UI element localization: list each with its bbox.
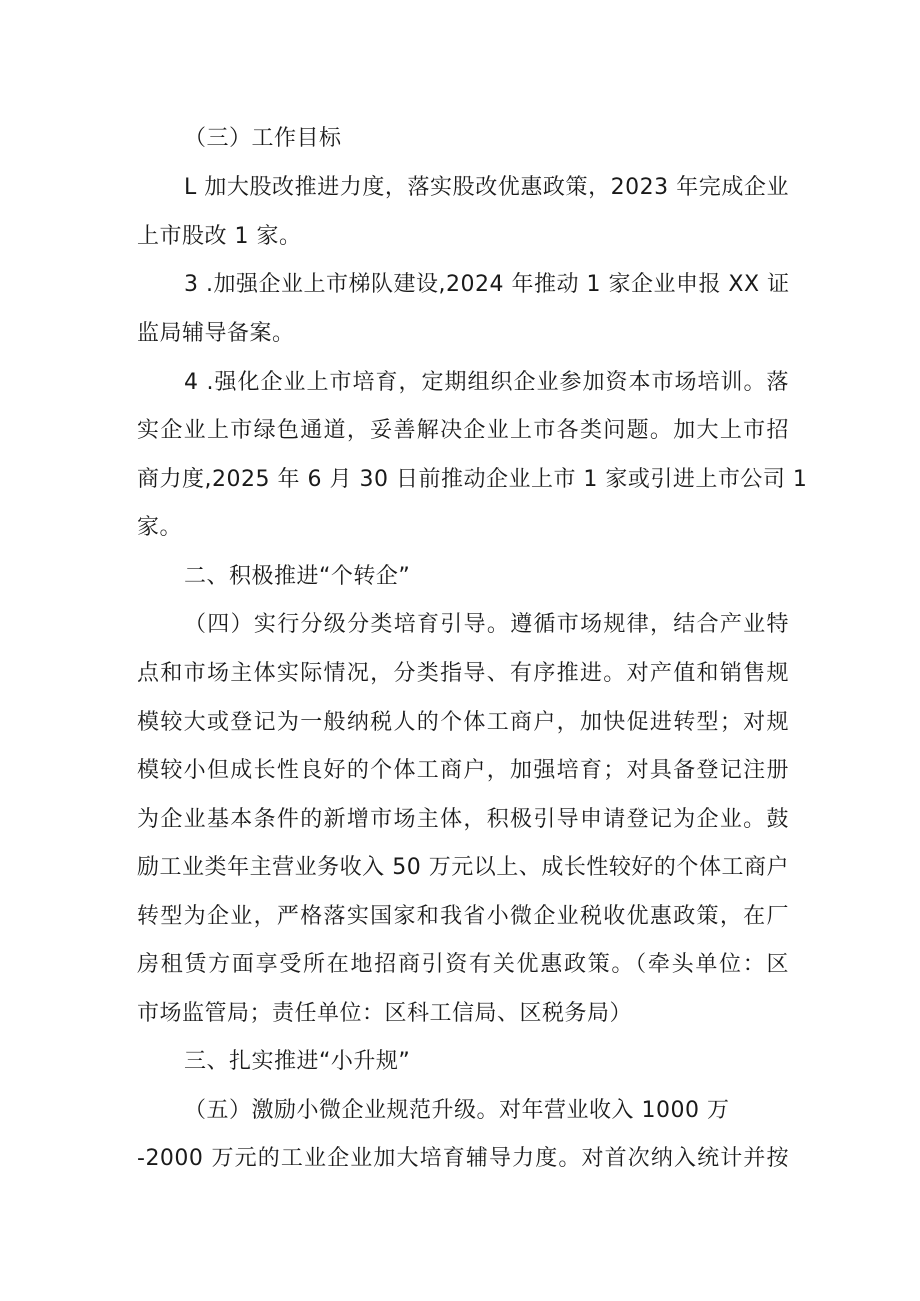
- paragraph-line: 点和市场主体实际情况，分类指导、有序推进。对产值和销售规: [137, 661, 789, 686]
- paragraph-line: 房租赁方面享受所在地招商引资有关优惠政策。（牵头单位：区: [137, 952, 789, 977]
- paragraph-line: 模较小但成长性良好的个体工商户，加强培育；对具备登记注册: [137, 758, 789, 783]
- paragraph-line: 实企业上市绿色通道，妥善解决企业上市各类问题。加大上市招: [137, 418, 789, 443]
- paragraph-line: 励工业类年主营业务收入 50 万元以上、成长性较好的个体工商户: [137, 855, 789, 880]
- paragraph-line: 为企业基本条件的新增市场主体，积极引导申请登记为企业。鼓: [137, 807, 789, 832]
- paragraph-line: L 加大股改推进力度，落实股改优惠政策，2023 年完成企业: [184, 175, 789, 200]
- section-heading: 三、扎实推进“小升规”: [184, 1049, 411, 1074]
- paragraph-line: 转型为企业，严格落实国家和我省小微企业税收优惠政策，在厂: [137, 904, 789, 929]
- paragraph-line: 上市股改 1 家。: [137, 224, 302, 249]
- section-heading: 二、积极推进“个转企”: [184, 564, 411, 589]
- paragraph-line: （四）实行分级分类培育引导。遵循市场规律，结合产业特: [184, 612, 789, 637]
- paragraph-line: 监局辅导备案。: [137, 321, 295, 346]
- paragraph-line: （五）激励小微企业规范升级。对年营业收入 1000 万: [184, 1098, 730, 1123]
- paragraph-line: 3 .加强企业上市梯队建设,2024 年推动 1 家企业申报 XX 证: [184, 272, 790, 297]
- paragraph-line: 市场监管局；责任单位：区科工信局、区税务局）: [137, 1001, 633, 1026]
- paragraph-line: 商力度,2025 年 6 月 30 日前推动企业上市 1 家或引进上市公司 1: [137, 467, 808, 492]
- paragraph-line: -2000 万元的工业企业加大培育辅导力度。对首次纳入统计并按: [137, 1146, 789, 1171]
- paragraph-line: 家。: [137, 515, 183, 540]
- paragraph-line: 模较大或登记为一般纳税人的个体工商户，加快促进转型；对规: [137, 710, 789, 735]
- paragraph-line: 4 .强化企业上市培育，定期组织企业参加资本市场培训。落: [184, 370, 789, 395]
- work-goals-heading: （三）工作目标: [184, 126, 342, 151]
